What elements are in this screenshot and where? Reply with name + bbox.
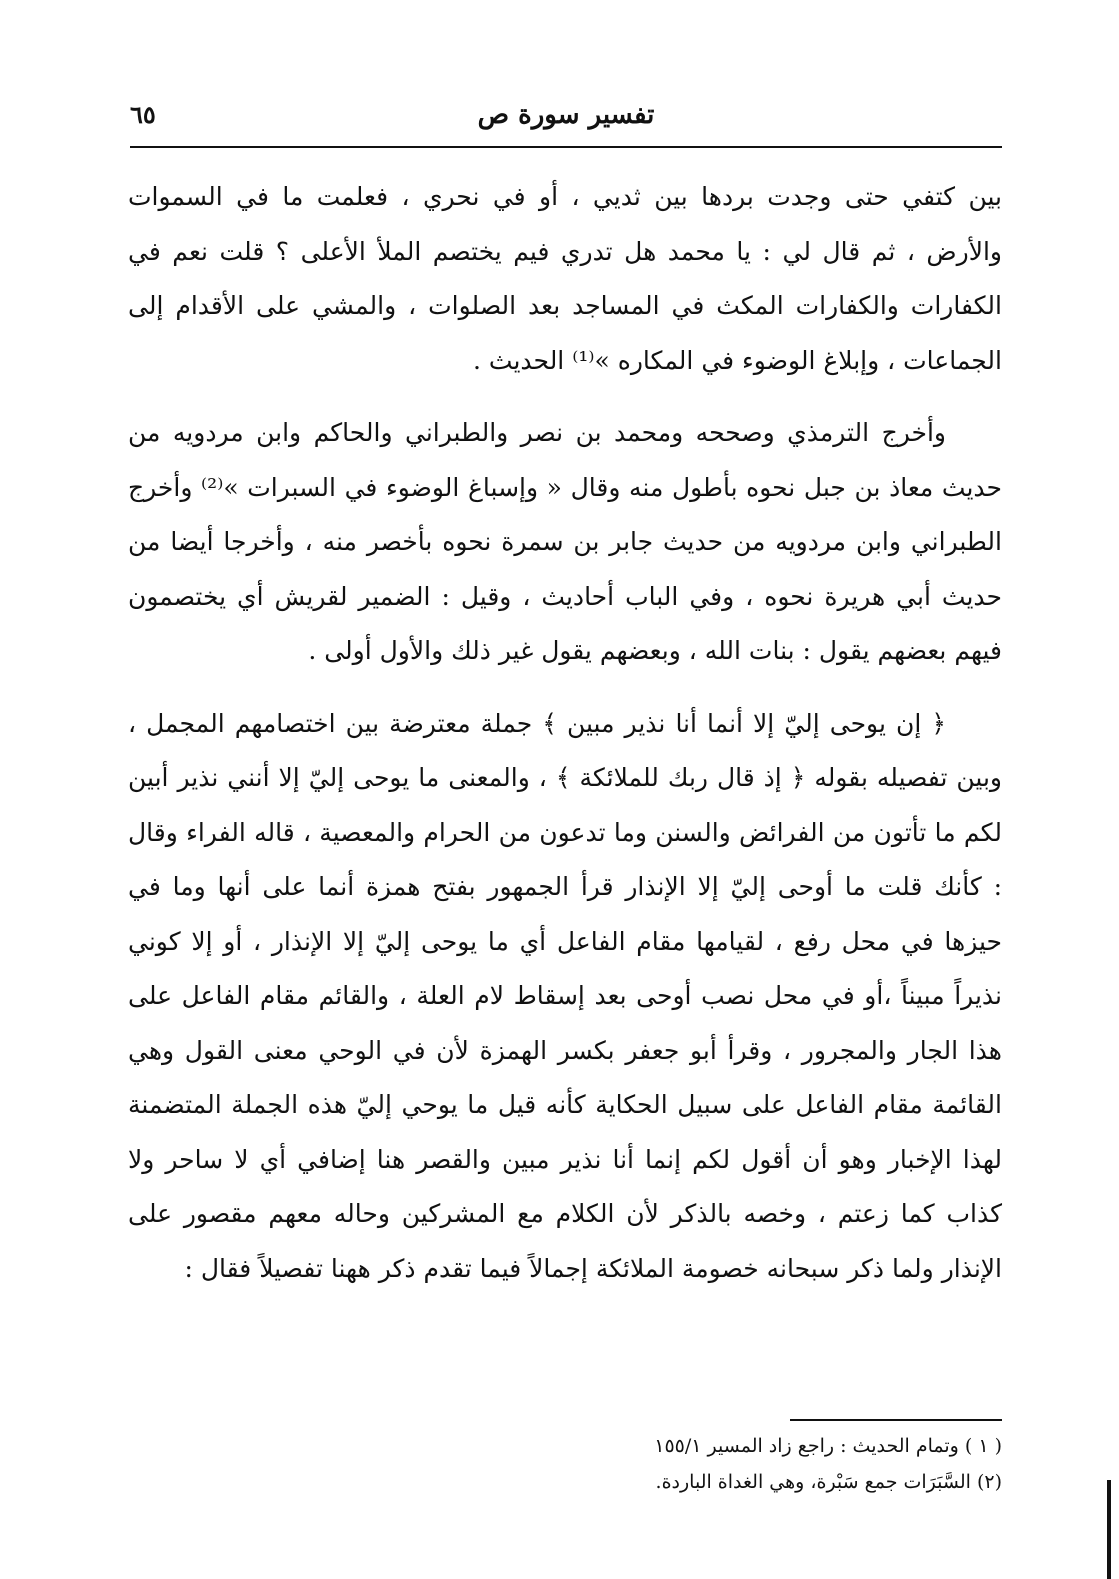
paragraph: وأخرج الترمذي وصححه ومحمد بن نصر والطبراني والحاكم وابن مردويه من حديث معاذ بن جبل نحوه بأطول منه وقال « وإسباغ الوضوء في السبرات »⁽²⁾ وأخرج الطبراني وابن مردويه من حديث جابر بن سمرة نحوه بأخصر منه ، وأخرجا أيضا من حديث أبي هريرة نحوه ، وفي الباب أحاديث ، وقيل : الضمير لقريش أي يختصمون فيهم بعضهم يقول : بنات الله ، وبعضهم يقول غير ذلك والأول أولى . — [128, 418, 1002, 665]
running-title: تفسير سورة ص — [477, 100, 655, 130]
page-number: ٦٥ — [130, 100, 156, 129]
running-head — [130, 98, 1002, 144]
footnotes — [300, 1428, 1002, 1500]
body-text — [128, 170, 1002, 1314]
paragraph: بين كتفي حتى وجدت بردها بين ثديي ، أو في نحري ، فعلمت ما في السموات والأرض ، ثم قال لي : يا محمد هل تدري فيم يختصم الملأ الأعلى ؟ قلت نعم في الكفارات والكفارات المكث في المساجد بعد الصلوات ، والمشي على الأقدام إلى الجماعات ، وإبلاغ الوضوء في المكاره »⁽¹⁾ الحديث . — [128, 182, 1002, 375]
footnote: (٢) السَّبَرَات جمع سَبْرة، وهي الغداة الباردة. — [655, 1471, 1002, 1493]
footnote-divider — [790, 1419, 1002, 1421]
footnote: ( ١ ) وتمام الحديث : راجع زاد المسير ١٥٥/١ — [654, 1435, 1002, 1457]
paragraph: ﴿ إن يوحى إليّ إلا أنما أنا نذير مبين ﴾ جملة معترضة بين اختصامهم المجمل ، وبين تفصيله بقوله ﴿ إذ قال ربك للملائكة ﴾ ، والمعنى ما يوحى إليّ إلا أنني نذير أبين لكم ما تأتون من الفرائض والسنن وما تدعون من الحرام والمعصية ، قاله الفراء وقال : كأنك قلت ما أوحى إليّ إلا الإنذار قرأ الجمهور بفتح همزة أنما على أنها وما في حيزها في محل رفع ، لقيامها مقام الفاعل أي ما يوحى إليّ إلا الإنذار ، أو إلا كوني نذيراً مبيناً ،أو في محل نصب أوحى بعد إسقاط لام العلة ، والقائم مقام الفاعل على هذا الجار والمجرور ، وقرأ أبو جعفر بكسر الهمزة لأن في الوحي معنى القول وهي القائمة مقام الفاعل على سبيل الحكاية كأنه قيل ما يوحي إليّ هذه الجملة المتضمنة لهذا الإخبار وهو أن أقول لكم إنما أنا نذير مبين والقصر هنا إضافي أي لا ساحر ولا كذاب كما زعتم ، وخصه بالذكر لأن الكلام مع المشركين وحاله معهم مقصور على الإنذار ولما ذكر سبحانه خصومة الملائكة إجمالاً فيما تقدم ذكر ههنا تفصيلاً فقال : — [128, 708, 1002, 1283]
header-divider — [130, 146, 1002, 148]
page-edge-mark — [1107, 1480, 1111, 1579]
